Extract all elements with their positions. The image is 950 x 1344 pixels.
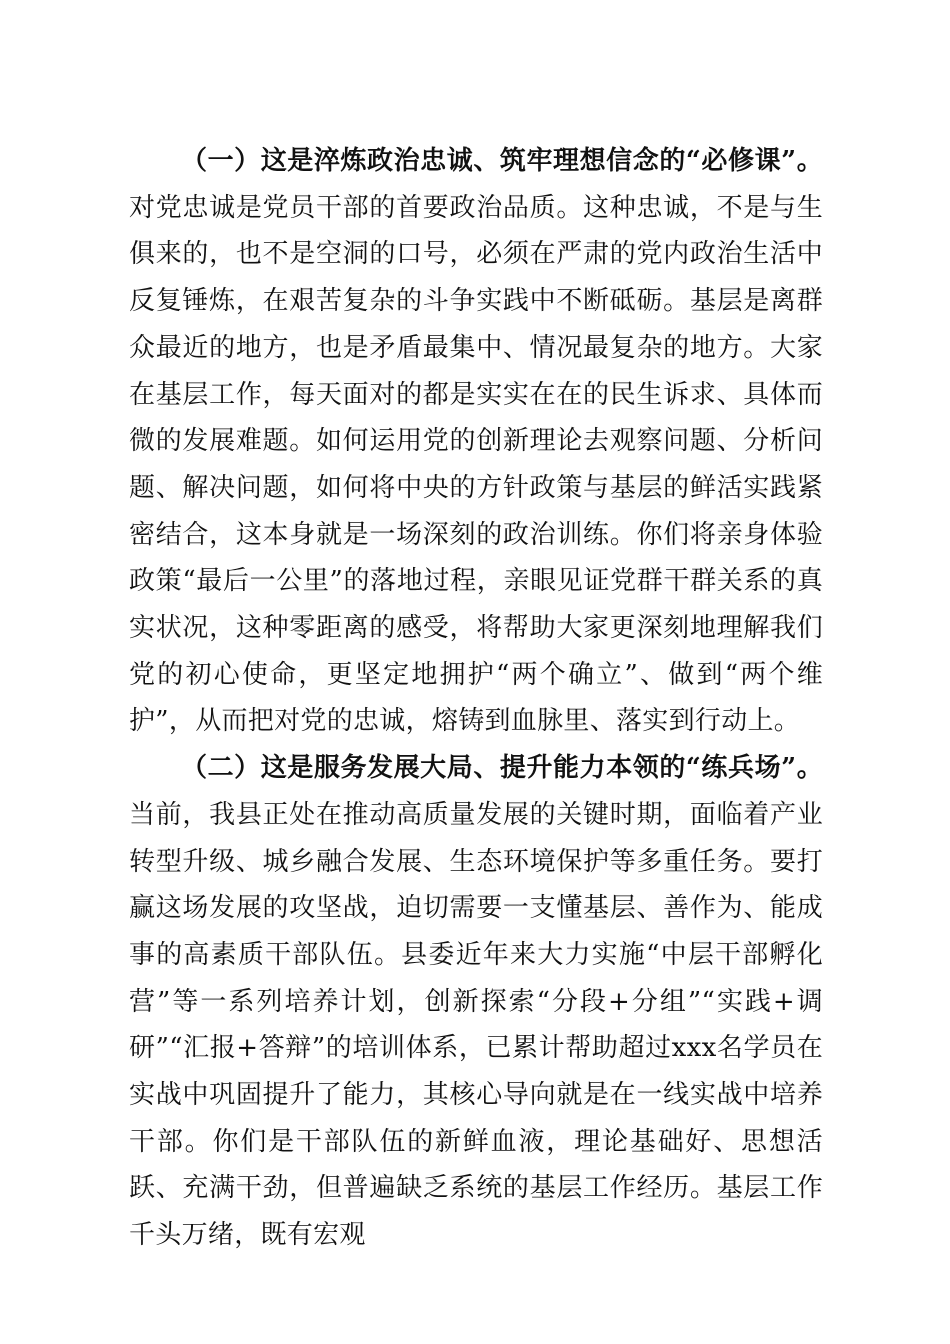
paragraph-1 (129, 138, 823, 745)
paragraph-1-heading: （一）这是淬炼政治忠诚、筑牢理想信念的“必修课”。 (181, 146, 823, 176)
paragraph-1-text: 对党忠诚是党员干部的首要政治品质。这种忠诚，不是与生俱来的，也不是空洞的口号，必须在严肃的党内政治生活中反复锤炼，在艰苦复杂的斗争实践中不断砥砺。基层是离群众最近的地方，也是矛盾最集中、情况最复杂的地方。大家在基层工作，每天面对的都是实实在在的民生诉求、具体而微的发展难题。如何运用党的创新理论去观察问题、分析问题、解决问题，如何将中央的方针政策与基层的鲜活实践紧密结合，这本身就是一场深刻的政治训练。你们将亲身体验政策“最后一公里”的落地过程，亲眼见证党群干群关系的真实状况，这种零距离的感受，将帮助大家更深刻地理解我们党的初心使命，更坚定地拥护“两个确立”、做到“两个维护”，从而把对党的忠诚，熔铸到血脉里、落实到行动上。 (129, 192, 823, 737)
paragraph-2-heading: （二）这是服务发展大局、提升能力本领的“练兵场”。 (181, 753, 823, 784)
paragraph-2 (129, 745, 823, 1259)
paragraph-2-text: 当前，我县正处在推动高质量发展的关键时期，面临着产业转型升级、城乡融合发展、生态环境保护等多重任务。要打赢这场发展的攻坚战，迫切需要一支懂基层、善作为、能成事的高素质干部队伍。县委近年来大力实施“中层干部孵化营”等一系列培养计划，创新探索“分段+分组”“实践+调研”“汇报+答辩”的培训体系，已累计帮助超过xxx名学员在实战中巩固提升了能力，其核心导向就是在一线实战中培养干部。你们是干部队伍的新鲜血液，理论基础好、思想活跃、充满干劲，但普遍缺乏系统的基层工作经历。基层工作千头万绪，既有宏观 (129, 799, 823, 1251)
document-body (129, 138, 823, 1259)
